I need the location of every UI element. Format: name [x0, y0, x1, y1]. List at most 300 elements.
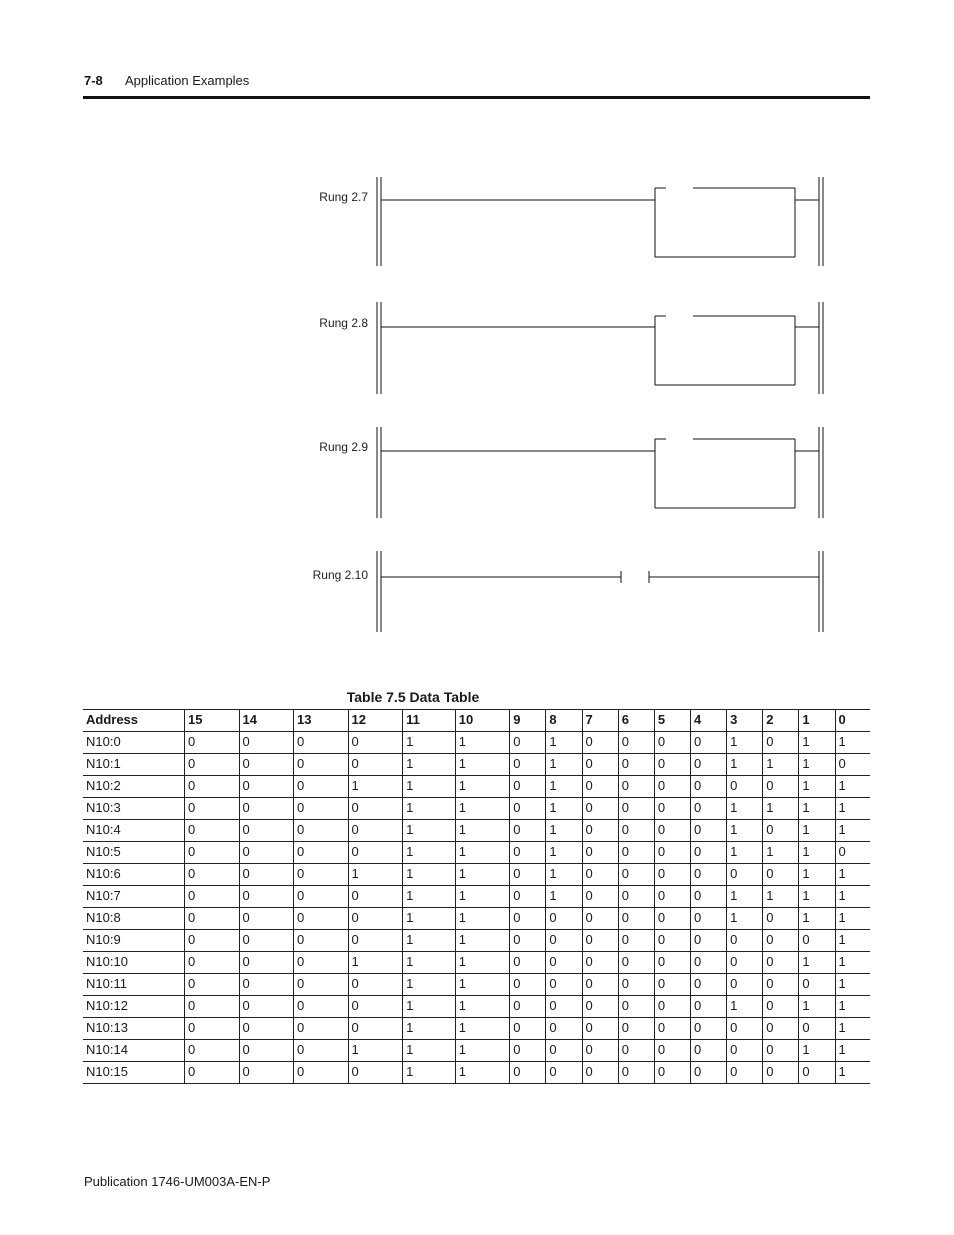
bit-cell: 0 [510, 974, 546, 996]
bit-cell: 0 [239, 820, 294, 842]
bit-cell: 0 [582, 820, 618, 842]
bit-cell: 1 [546, 886, 582, 908]
bit-cell: 0 [690, 776, 726, 798]
table-row [83, 776, 870, 798]
bit-cell: 0 [546, 974, 582, 996]
bit-cell: 0 [654, 1040, 690, 1062]
bit-cell: 0 [618, 864, 654, 886]
bit-cell: 0 [239, 776, 294, 798]
bit-cell: 1 [455, 864, 510, 886]
bit-cell: 1 [727, 996, 763, 1018]
bit-cell: 0 [185, 820, 240, 842]
column-header-bit: 4 [690, 710, 726, 732]
bit-cell: 0 [185, 754, 240, 776]
bit-cell: 1 [835, 1062, 870, 1084]
bit-cell: 1 [455, 820, 510, 842]
bit-cell: 1 [727, 820, 763, 842]
bit-cell: 1 [455, 996, 510, 1018]
table-row [83, 732, 870, 754]
bit-cell: 0 [510, 1040, 546, 1062]
header-rule [83, 96, 870, 99]
bit-cell: 1 [403, 776, 456, 798]
bit-cell: 0 [239, 864, 294, 886]
bit-cell: 1 [455, 886, 510, 908]
bit-cell: 0 [546, 952, 582, 974]
bit-cell: 0 [510, 886, 546, 908]
bit-cell: 0 [239, 974, 294, 996]
bit-cell: 0 [763, 996, 799, 1018]
bit-cell: 1 [403, 1018, 456, 1040]
rung-label-2-9: Rung 2.9 [319, 440, 368, 454]
bit-cell: 0 [654, 952, 690, 974]
bit-cell: 0 [654, 820, 690, 842]
bit-cell: 0 [582, 908, 618, 930]
bit-cell: 0 [727, 1062, 763, 1084]
bit-cell: 0 [654, 996, 690, 1018]
bit-cell: 0 [185, 842, 240, 864]
bit-cell: 0 [185, 798, 240, 820]
data-table [83, 709, 870, 1084]
bit-cell: 0 [348, 1062, 403, 1084]
bit-cell: 1 [403, 1062, 456, 1084]
bit-cell: 0 [582, 886, 618, 908]
bit-cell: 1 [546, 820, 582, 842]
bit-cell: 0 [763, 930, 799, 952]
bit-cell: 0 [294, 930, 349, 952]
bit-cell: 0 [690, 930, 726, 952]
address-cell: N10:3 [83, 798, 185, 820]
address-cell: N10:9 [83, 930, 185, 952]
bit-cell: 1 [546, 798, 582, 820]
bit-cell: 0 [618, 820, 654, 842]
bit-cell: 0 [348, 908, 403, 930]
bit-cell: 0 [799, 1018, 835, 1040]
rung-label-2-8: Rung 2.8 [319, 316, 368, 330]
bit-cell: 1 [403, 754, 456, 776]
table-row [83, 1018, 870, 1040]
bit-cell: 0 [239, 1018, 294, 1040]
bit-cell: 0 [294, 1018, 349, 1040]
bit-cell: 0 [582, 776, 618, 798]
table-row [83, 820, 870, 842]
bit-cell: 0 [348, 820, 403, 842]
column-header-bit: 7 [582, 710, 618, 732]
bit-cell: 0 [654, 1062, 690, 1084]
bit-cell: 0 [294, 754, 349, 776]
bit-cell: 0 [763, 1062, 799, 1084]
column-header-bit: 8 [546, 710, 582, 732]
bit-cell: 1 [403, 842, 456, 864]
bit-cell: 0 [348, 732, 403, 754]
table-header-row [83, 710, 870, 732]
bit-cell: 0 [294, 798, 349, 820]
bit-cell: 0 [239, 930, 294, 952]
column-header-bit: 2 [763, 710, 799, 732]
bit-cell: 0 [294, 842, 349, 864]
bit-cell: 1 [546, 754, 582, 776]
bit-cell: 0 [727, 1040, 763, 1062]
bit-cell: 1 [727, 842, 763, 864]
bit-cell: 0 [690, 1018, 726, 1040]
table-row [83, 798, 870, 820]
bit-cell: 0 [510, 732, 546, 754]
bit-cell: 0 [348, 974, 403, 996]
bit-cell: 0 [239, 996, 294, 1018]
bit-cell: 1 [403, 886, 456, 908]
bit-cell: 0 [185, 930, 240, 952]
bit-cell: 0 [348, 886, 403, 908]
bit-cell: 1 [546, 864, 582, 886]
bit-cell: 0 [546, 1040, 582, 1062]
bit-cell: 0 [763, 1040, 799, 1062]
bit-cell: 1 [727, 754, 763, 776]
bit-cell: 1 [799, 996, 835, 1018]
ladder-diagram [300, 170, 840, 640]
table-row [83, 908, 870, 930]
address-cell: N10:11 [83, 974, 185, 996]
table-row [83, 1040, 870, 1062]
bit-cell: 0 [618, 776, 654, 798]
bit-cell: 1 [727, 798, 763, 820]
bit-cell: 1 [835, 886, 870, 908]
rung-label-2-7: Rung 2.7 [319, 190, 368, 204]
bit-cell: 0 [654, 754, 690, 776]
bit-cell: 0 [618, 1040, 654, 1062]
column-header-bit: 13 [294, 710, 349, 732]
bit-cell: 0 [618, 1018, 654, 1040]
bit-cell: 0 [546, 1062, 582, 1084]
bit-cell: 0 [294, 908, 349, 930]
bit-cell: 0 [618, 952, 654, 974]
bit-cell: 1 [455, 930, 510, 952]
bit-cell: 0 [582, 864, 618, 886]
bit-cell: 0 [835, 842, 870, 864]
address-cell: N10:1 [83, 754, 185, 776]
bit-cell: 0 [763, 864, 799, 886]
bit-cell: 0 [510, 996, 546, 1018]
bit-cell: 1 [348, 952, 403, 974]
bit-cell: 1 [799, 1040, 835, 1062]
bit-cell: 1 [799, 864, 835, 886]
bit-cell: 0 [618, 930, 654, 952]
bit-cell: 0 [835, 754, 870, 776]
bit-cell: 0 [348, 842, 403, 864]
bit-cell: 0 [654, 974, 690, 996]
bit-cell: 0 [763, 732, 799, 754]
bit-cell: 1 [403, 798, 456, 820]
bit-cell: 1 [835, 864, 870, 886]
bit-cell: 0 [546, 908, 582, 930]
bit-cell: 0 [582, 952, 618, 974]
bit-cell: 0 [727, 1018, 763, 1040]
bit-cell: 0 [727, 864, 763, 886]
table-row [83, 842, 870, 864]
bit-cell: 0 [294, 864, 349, 886]
bit-cell: 0 [763, 1018, 799, 1040]
bit-cell: 1 [835, 776, 870, 798]
bit-cell: 1 [403, 908, 456, 930]
bit-cell: 0 [690, 908, 726, 930]
bit-cell: 0 [763, 974, 799, 996]
bit-cell: 0 [510, 1018, 546, 1040]
bit-cell: 1 [403, 1040, 456, 1062]
bit-cell: 0 [727, 776, 763, 798]
bit-cell: 0 [294, 886, 349, 908]
bit-cell: 1 [403, 952, 456, 974]
table-row [83, 1062, 870, 1084]
bit-cell: 0 [185, 886, 240, 908]
address-cell: N10:10 [83, 952, 185, 974]
page-number: 7-8 [84, 73, 103, 88]
address-cell: N10:6 [83, 864, 185, 886]
column-header-bit: 3 [727, 710, 763, 732]
bit-cell: 0 [294, 952, 349, 974]
bit-cell: 0 [690, 1040, 726, 1062]
bit-cell: 0 [582, 1062, 618, 1084]
column-header-bit: 5 [654, 710, 690, 732]
bit-cell: 0 [348, 1018, 403, 1040]
bit-cell: 1 [727, 732, 763, 754]
bit-cell: 0 [185, 1040, 240, 1062]
address-cell: N10:8 [83, 908, 185, 930]
bit-cell: 0 [582, 732, 618, 754]
bit-cell: 0 [239, 886, 294, 908]
table-row [83, 754, 870, 776]
bit-cell: 1 [403, 996, 456, 1018]
section-title: Application Examples [125, 73, 250, 88]
bit-cell: 0 [510, 798, 546, 820]
bit-cell: 0 [582, 842, 618, 864]
publication-footer: Publication 1746-UM003A-EN-P [84, 1174, 271, 1189]
bit-cell: 0 [763, 908, 799, 930]
bit-cell: 0 [799, 974, 835, 996]
bit-cell: 1 [348, 1040, 403, 1062]
bit-cell: 0 [582, 798, 618, 820]
bit-cell: 0 [763, 820, 799, 842]
bit-cell: 0 [294, 1040, 349, 1062]
table-row [83, 886, 870, 908]
bit-cell: 1 [835, 732, 870, 754]
rung-2-10 [377, 551, 823, 632]
bit-cell: 0 [690, 974, 726, 996]
bit-cell: 0 [763, 952, 799, 974]
column-header-bit: 6 [618, 710, 654, 732]
bit-cell: 0 [618, 974, 654, 996]
bit-cell: 1 [799, 798, 835, 820]
bit-cell: 0 [618, 754, 654, 776]
bit-cell: 0 [185, 1018, 240, 1040]
bit-cell: 0 [185, 864, 240, 886]
bit-cell: 1 [455, 842, 510, 864]
column-header-bit: 10 [455, 710, 510, 732]
bit-cell: 0 [582, 1040, 618, 1062]
bit-cell: 0 [239, 952, 294, 974]
bit-cell: 1 [835, 1018, 870, 1040]
bit-cell: 0 [654, 732, 690, 754]
bit-cell: 1 [455, 952, 510, 974]
bit-cell: 0 [185, 776, 240, 798]
bit-cell: 1 [835, 952, 870, 974]
bit-cell: 0 [185, 974, 240, 996]
bit-cell: 0 [294, 1062, 349, 1084]
bit-cell: 1 [455, 974, 510, 996]
bit-cell: 1 [455, 908, 510, 930]
bit-cell: 0 [618, 908, 654, 930]
bit-cell: 0 [690, 798, 726, 820]
bit-cell: 1 [835, 996, 870, 1018]
bit-cell: 0 [690, 754, 726, 776]
bit-cell: 1 [799, 732, 835, 754]
bit-cell: 0 [239, 754, 294, 776]
bit-cell: 0 [654, 1018, 690, 1040]
column-header-bit: 12 [348, 710, 403, 732]
table-caption: Table 7.5 Data Table [346, 689, 480, 705]
bit-cell: 1 [763, 842, 799, 864]
bit-cell: 0 [654, 864, 690, 886]
bit-cell: 1 [348, 776, 403, 798]
bit-cell: 1 [799, 908, 835, 930]
bit-cell: 0 [348, 754, 403, 776]
column-header-bit: 0 [835, 710, 870, 732]
address-cell: N10:4 [83, 820, 185, 842]
bit-cell: 0 [185, 732, 240, 754]
column-header-bit: 1 [799, 710, 835, 732]
bit-cell: 0 [799, 1062, 835, 1084]
bit-cell: 1 [455, 1062, 510, 1084]
table-row [83, 974, 870, 996]
address-cell: N10:7 [83, 886, 185, 908]
bit-cell: 0 [546, 930, 582, 952]
bit-cell: 0 [727, 930, 763, 952]
bit-cell: 1 [455, 798, 510, 820]
bit-cell: 0 [294, 996, 349, 1018]
column-header-bit: 9 [510, 710, 546, 732]
address-cell: N10:2 [83, 776, 185, 798]
bit-cell: 1 [799, 754, 835, 776]
bit-cell: 0 [618, 996, 654, 1018]
address-cell: N10:12 [83, 996, 185, 1018]
rung-label-2-10: Rung 2.10 [312, 568, 368, 582]
bit-cell: 0 [727, 974, 763, 996]
bit-cell: 0 [582, 974, 618, 996]
bit-cell: 1 [403, 820, 456, 842]
bit-cell: 0 [239, 842, 294, 864]
bit-cell: 0 [510, 754, 546, 776]
table-body [83, 732, 870, 1084]
bit-cell: 0 [239, 908, 294, 930]
bit-cell: 0 [690, 842, 726, 864]
bit-cell: 0 [510, 864, 546, 886]
bit-cell: 0 [618, 886, 654, 908]
bit-cell: 0 [727, 952, 763, 974]
bit-cell: 1 [799, 886, 835, 908]
bit-cell: 0 [185, 1062, 240, 1084]
bit-cell: 1 [455, 1040, 510, 1062]
rung-2-7 [377, 177, 823, 266]
bit-cell: 0 [618, 1062, 654, 1084]
bit-cell: 1 [348, 864, 403, 886]
rung-2-8 [377, 302, 823, 394]
bit-cell: 0 [582, 930, 618, 952]
bit-cell: 0 [294, 820, 349, 842]
bit-cell: 0 [294, 974, 349, 996]
bit-cell: 0 [546, 996, 582, 1018]
bit-cell: 1 [455, 732, 510, 754]
bit-cell: 1 [799, 842, 835, 864]
bit-cell: 0 [348, 930, 403, 952]
rung-2-9 [377, 427, 823, 518]
table-row [83, 930, 870, 952]
bit-cell: 0 [294, 732, 349, 754]
bit-cell: 0 [510, 820, 546, 842]
bit-cell: 0 [654, 798, 690, 820]
bit-cell: 1 [763, 798, 799, 820]
bit-cell: 0 [690, 820, 726, 842]
bit-cell: 0 [582, 1018, 618, 1040]
column-header-bit: 11 [403, 710, 456, 732]
bit-cell: 1 [403, 732, 456, 754]
bit-cell: 0 [799, 930, 835, 952]
bit-cell: 1 [799, 820, 835, 842]
bit-cell: 0 [510, 930, 546, 952]
bit-cell: 0 [618, 842, 654, 864]
bit-cell: 0 [185, 952, 240, 974]
address-cell: N10:13 [83, 1018, 185, 1040]
bit-cell: 1 [835, 930, 870, 952]
bit-cell: 1 [835, 974, 870, 996]
bit-cell: 1 [835, 820, 870, 842]
bit-cell: 1 [546, 732, 582, 754]
bit-cell: 1 [455, 776, 510, 798]
bit-cell: 0 [294, 776, 349, 798]
bit-cell: 0 [654, 776, 690, 798]
bit-cell: 0 [654, 908, 690, 930]
bit-cell: 0 [582, 754, 618, 776]
bit-cell: 0 [690, 886, 726, 908]
bit-cell: 0 [239, 1062, 294, 1084]
table-row [83, 952, 870, 974]
bit-cell: 0 [618, 798, 654, 820]
bit-cell: 1 [799, 952, 835, 974]
bit-cell: 0 [510, 776, 546, 798]
bit-cell: 1 [835, 798, 870, 820]
bit-cell: 1 [727, 908, 763, 930]
bit-cell: 0 [239, 798, 294, 820]
bit-cell: 1 [835, 1040, 870, 1062]
bit-cell: 1 [835, 908, 870, 930]
bit-cell: 0 [690, 864, 726, 886]
bit-cell: 0 [654, 842, 690, 864]
bit-cell: 0 [239, 732, 294, 754]
table-row [83, 864, 870, 886]
table-row [83, 996, 870, 1018]
bit-cell: 0 [690, 1062, 726, 1084]
bit-cell: 0 [510, 1062, 546, 1084]
bit-cell: 1 [455, 1018, 510, 1040]
address-cell: N10:5 [83, 842, 185, 864]
bit-cell: 0 [654, 886, 690, 908]
bit-cell: 0 [510, 952, 546, 974]
bit-cell: 1 [403, 974, 456, 996]
bit-cell: 1 [546, 776, 582, 798]
bit-cell: 1 [763, 886, 799, 908]
bit-cell: 1 [403, 864, 456, 886]
bit-cell: 1 [403, 930, 456, 952]
bit-cell: 0 [690, 952, 726, 974]
bit-cell: 0 [185, 908, 240, 930]
bit-cell: 0 [510, 842, 546, 864]
bit-cell: 1 [727, 886, 763, 908]
